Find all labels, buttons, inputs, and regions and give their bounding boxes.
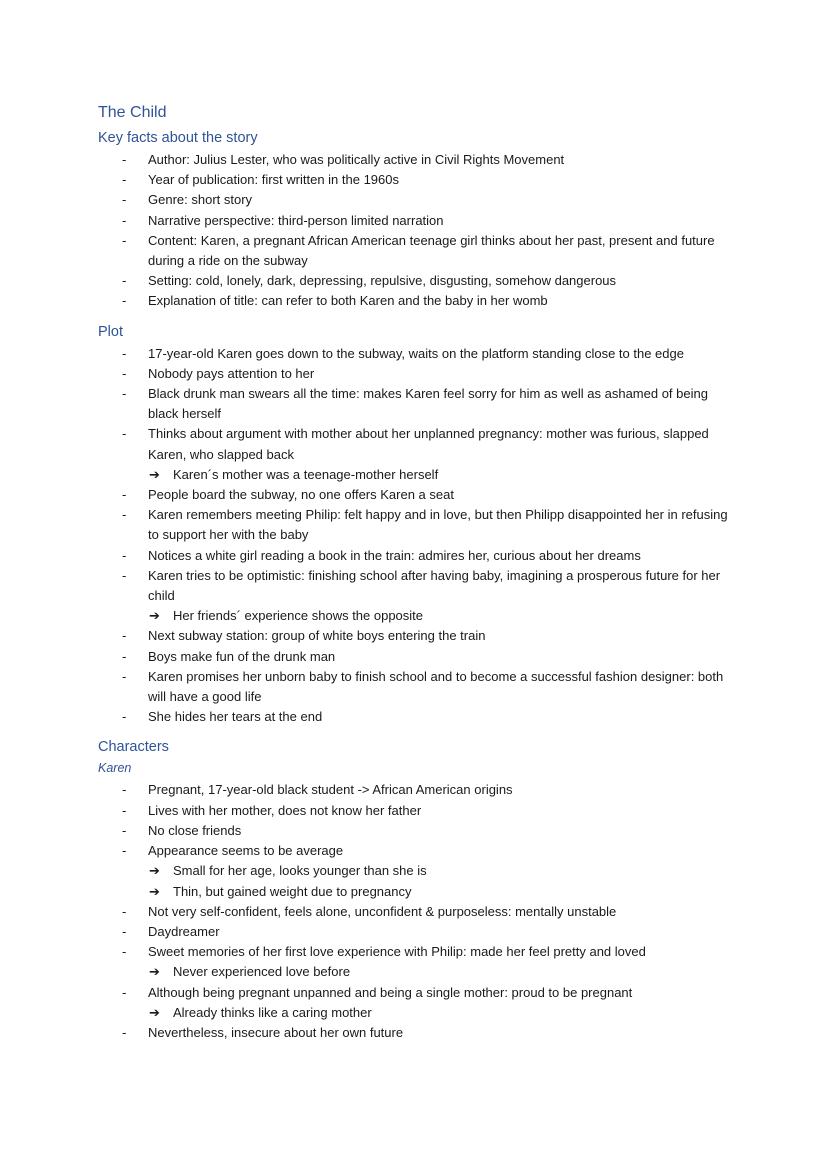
list-item-text: Notices a white girl reading a book in the train: admires her, curious about her dreams — [148, 547, 641, 563]
list-item — [98, 922, 738, 942]
sub-item — [98, 882, 738, 902]
section-heading-key-facts: Key facts about the story — [98, 130, 258, 146]
list-item — [98, 291, 738, 311]
list-item-text: Black drunk man swears all the time: makes Karen feel sorry for him as well as ashamed of being black herself — [148, 386, 708, 422]
list-item-text: Boys make fun of the drunk man — [148, 648, 336, 664]
section-heading-plot: Plot — [98, 323, 123, 340]
arrow-right-icon: ➔ — [149, 863, 160, 879]
list-item — [98, 271, 738, 291]
sub-item — [98, 465, 738, 485]
arrow-right-icon: ➔ — [149, 466, 160, 482]
dash-bullet-icon: - — [122, 547, 127, 563]
list-item — [98, 821, 738, 841]
dash-bullet-icon: - — [122, 386, 127, 402]
list-item-text: Lives with her mother, does not know her father — [148, 802, 422, 818]
dash-bullet-icon: - — [122, 232, 127, 248]
arrow-right-icon: ➔ — [149, 883, 160, 899]
list-item — [98, 211, 738, 231]
section-heading-characters: Characters — [98, 739, 169, 756]
list-item-text: Karen remembers meeting Philip: felt happy and in love, but then Philipp disappointed her in refusing to support her with the baby — [148, 507, 728, 543]
sub-item-text: Karen´s mother was a teenage-mother herself — [173, 466, 439, 482]
list-item — [98, 424, 738, 464]
list-item-text: Genre: short story — [148, 192, 253, 208]
list-item-text: Appearance seems to be average — [148, 843, 344, 859]
list-item — [98, 983, 738, 1003]
list-item — [98, 647, 738, 667]
list-item — [98, 190, 738, 210]
list-item — [98, 780, 738, 800]
dash-bullet-icon: - — [122, 648, 127, 664]
dash-bullet-icon: - — [122, 923, 127, 939]
list-item — [98, 566, 738, 606]
sub-item-text: Already thinks like a caring mother — [173, 1004, 372, 1020]
list-item — [98, 170, 738, 190]
sub-item — [98, 962, 738, 982]
subheading-karen: Karen — [98, 761, 132, 776]
list-item-text: Setting: cold, lonely, dark, depressing, repulsive, disgusting, somehow dangerous — [148, 273, 617, 289]
list-item-text: People board the subway, no one offers Karen a seat — [148, 487, 454, 503]
sub-item-text: Small for her age, looks younger than she is — [173, 863, 427, 879]
list-item-text: Nobody pays attention to her — [148, 365, 315, 381]
list-item-text: Karen promises her unborn baby to finish school and to become a successful fashion designer: both will have a good life — [148, 668, 724, 705]
list-item — [98, 231, 738, 271]
dash-bullet-icon: - — [122, 345, 127, 361]
dash-bullet-icon: - — [122, 984, 127, 1000]
list-item-text: Sweet memories of her first love experience with Philip: made her feel pretty and loved — [148, 944, 646, 960]
list-item — [98, 841, 738, 861]
dash-bullet-icon: - — [122, 1024, 127, 1040]
arrow-right-icon: ➔ — [149, 1004, 160, 1020]
dash-bullet-icon: - — [122, 782, 127, 798]
list-item-text: No close friends — [148, 822, 242, 838]
dash-bullet-icon: - — [122, 903, 127, 919]
dash-bullet-icon: - — [122, 507, 127, 523]
list-item-text: Although being pregnant unpanned and being a single mother: proud to be pregnant — [148, 984, 633, 1000]
list-item — [98, 626, 738, 646]
list-item-text: Pregnant, 17-year-old black student -> African American origins — [148, 782, 513, 798]
list-item-text: Author: Julius Lester, who was politically active in Civil Rights Movement — [148, 152, 565, 167]
dash-bullet-icon: - — [122, 628, 127, 644]
list-item — [98, 344, 738, 364]
list-item — [98, 942, 738, 962]
arrow-right-icon: ➔ — [149, 964, 160, 980]
list-item-text: 17-year-old Karen goes down to the subway, waits on the platform standing close to the edge — [148, 345, 684, 361]
dash-bullet-icon: - — [122, 802, 127, 818]
list-item-text: Karen tries to be optimistic: finishing school after having baby, imagining a prosperous future for her child — [148, 567, 721, 604]
dash-bullet-icon: - — [122, 668, 127, 684]
list-item — [98, 384, 738, 424]
list-item-text: Next subway station: group of white boys entering the train — [148, 628, 486, 644]
list-item — [98, 801, 738, 821]
dash-bullet-icon: - — [122, 822, 127, 838]
dash-bullet-icon: - — [122, 212, 127, 228]
list-item-text: Not very self-confident, feels alone, unconfident & purposeless: mentally unstable — [148, 903, 617, 919]
arrow-right-icon: ➔ — [149, 608, 160, 624]
dash-bullet-icon: - — [122, 365, 127, 381]
dash-bullet-icon: - — [122, 293, 127, 309]
sub-item — [98, 1003, 738, 1023]
list-item — [98, 150, 738, 170]
document-content — [98, 102, 738, 1043]
dash-bullet-icon: - — [122, 487, 127, 503]
sub-item-text: Her friends´ experience shows the opposite — [173, 608, 424, 624]
dash-bullet-icon: - — [122, 843, 127, 859]
list-item — [98, 546, 738, 566]
list-item-text: Year of publication: first written in the 1960s — [148, 172, 399, 188]
karen-traits-list — [98, 780, 738, 1043]
list-item — [98, 1023, 738, 1043]
sub-item — [98, 861, 738, 881]
list-item — [98, 667, 738, 707]
list-item-text: Content: Karen, a pregnant African American teenage girl thinks about her past, present and future during a ride on the subway — [148, 232, 715, 269]
list-item — [98, 364, 738, 384]
list-item — [98, 902, 738, 922]
key-facts-list — [98, 150, 738, 312]
dash-bullet-icon: - — [122, 172, 127, 188]
list-item — [98, 707, 738, 727]
list-item-text: Daydreamer — [148, 923, 220, 939]
list-item — [98, 505, 738, 545]
plot-list — [98, 344, 738, 728]
dash-bullet-icon: - — [122, 273, 127, 289]
dash-bullet-icon: - — [122, 567, 127, 583]
dash-bullet-icon: - — [122, 944, 127, 960]
list-item — [98, 485, 738, 505]
list-item-text: She hides her tears at the end — [148, 709, 323, 725]
sub-item-text: Thin, but gained weight due to pregnancy — [173, 883, 412, 899]
sub-item — [98, 606, 738, 626]
list-item-text: Thinks about argument with mother about her unplanned pregnancy: mother was furious, slapped Karen, who slapped back — [148, 426, 709, 462]
document-title: The Child — [98, 104, 167, 121]
list-item-text: Explanation of title: can refer to both Karen and the baby in her womb — [148, 293, 548, 309]
dash-bullet-icon: - — [122, 192, 127, 208]
dash-bullet-icon: - — [122, 152, 127, 167]
dash-bullet-icon: - — [122, 426, 127, 442]
sub-item-text: Never experienced love before — [173, 964, 351, 980]
list-item-text: Narrative perspective: third-person limited narration — [148, 212, 444, 228]
list-item-text: Nevertheless, insecure about her own future — [148, 1024, 404, 1040]
dash-bullet-icon: - — [122, 709, 127, 725]
